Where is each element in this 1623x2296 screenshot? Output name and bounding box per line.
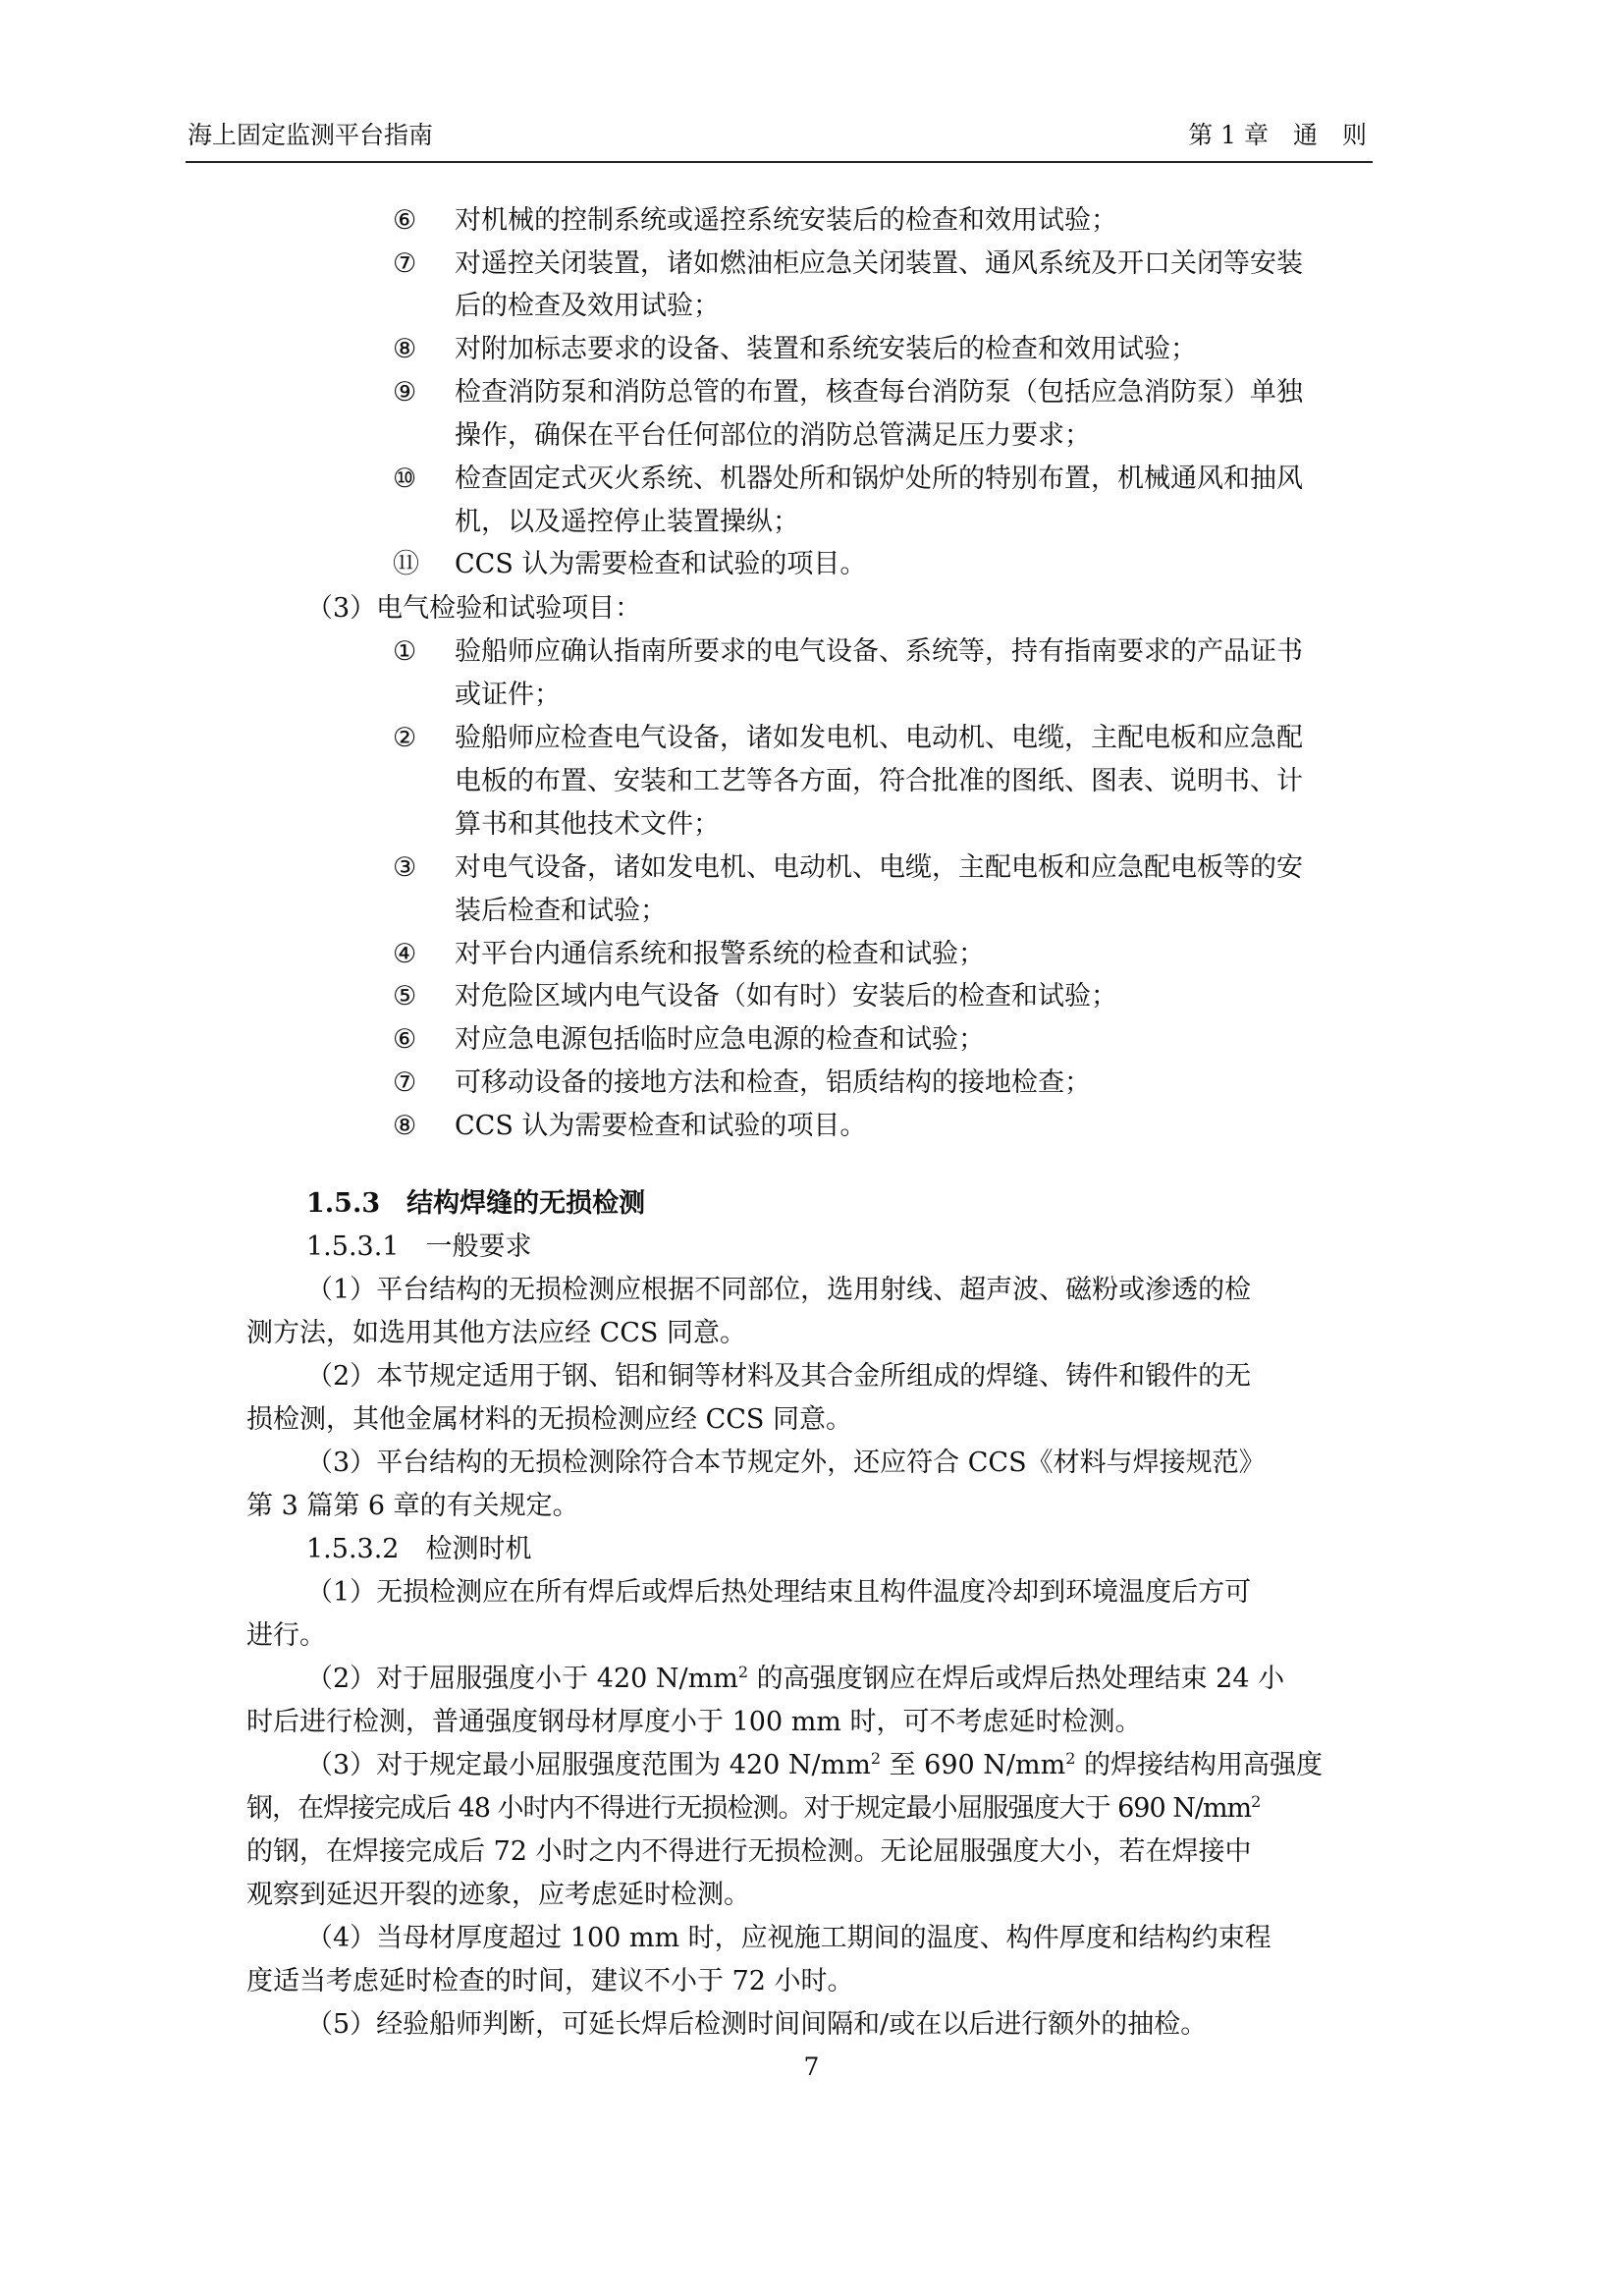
paragraph-line: （2）本节规定适用于钢、铝和铜等材料及其合金所组成的焊缝、铸件和锻件的无	[306, 1361, 1252, 1392]
paragraph-line: 的钢，在焊接完成后 72 小时之内不得进行无损检测。无论屈服强度大小，若在焊接中	[246, 1836, 1252, 1867]
superscript: 2	[870, 1749, 881, 1768]
list-marker: ⑤	[393, 981, 417, 1011]
list-item-text: 算书和其他技术文件；	[455, 809, 720, 840]
list-item-text: 对机械的控制系统或遥控系统安装后的检查和效用试验；	[455, 205, 1117, 236]
paragraph-line: 进行。	[246, 1620, 326, 1651]
section-heading: 1.5.3 结构焊缝的无损检测	[306, 1188, 646, 1219]
text-run: 至 690 N/mm	[881, 1750, 1066, 1780]
subsection-heading: （3）电气检验和试验项目：	[306, 593, 642, 624]
paragraph-line: （5）经验船师判断，可延长焊后检测时间间隔和/或在以后进行额外的抽检。	[306, 2009, 1208, 2040]
list-item-text: 对危险区域内电气设备（如有时）安装后的检查和试验；	[455, 981, 1117, 1011]
paragraph-line: 损检测，其他金属材料的无损检测应经 CCS 同意。	[246, 1404, 852, 1435]
paragraph-line	[246, 1787, 1260, 1830]
paragraph-line: （1）平台结构的无损检测应根据不同部位，选用射线、超声波、磁粉或渗透的检	[306, 1275, 1252, 1305]
superscript: 2	[1065, 1749, 1076, 1768]
paragraph-line: （1）无损检测应在所有焊后或焊后热处理结束且构件温度冷却到环境温度后方可	[306, 1577, 1252, 1608]
paragraph-line	[306, 1744, 1323, 1786]
list-item-text: 或证件；	[455, 680, 561, 710]
list-item-text: 机，以及遥控停止装置操纵；	[455, 507, 799, 537]
list-item-text: 操作，确保在平台任何部位的消防总管满足压力要求；	[455, 420, 1091, 451]
subsection-heading: 1.5.3.1 一般要求	[306, 1231, 532, 1262]
list-item-text: 装后检查和试验；	[455, 896, 667, 926]
header-document-title: 海上固定监测平台指南	[188, 121, 434, 149]
list-marker: ⑦	[393, 248, 417, 279]
list-item-text: 对遥控关闭装置，诸如燃油柜应急关闭装置、通风系统及开口关闭等安装	[455, 248, 1303, 279]
paragraph-line: （3）平台结构的无损检测除符合本节规定外，还应符合 CCS《材料与焊接规范》	[306, 1448, 1266, 1478]
page-number: 7	[803, 2052, 820, 2081]
list-marker: ③	[393, 852, 417, 883]
list-item-text: 对电气设备，诸如发电机、电动机、电缆，主配电板和应急配电板等的安	[455, 852, 1303, 883]
paragraph-line: 第 3 篇第 6 章的有关规定。	[246, 1491, 579, 1521]
list-marker: ⑩	[393, 464, 417, 494]
list-marker: ①	[393, 636, 417, 667]
list-item-text: 对应急电源包括临时应急电源的检查和试验；	[455, 1024, 985, 1055]
list-item-text: 后的检查及效用试验；	[455, 291, 720, 321]
list-item-text: 验船师应确认指南所要求的电气设备、系统等，持有指南要求的产品证书	[455, 636, 1303, 667]
superscript: 2	[737, 1663, 748, 1681]
list-item-text: 电板的布置、安装和工艺等各方面，符合批准的图纸、图表、说明书、计	[455, 766, 1303, 796]
subsection-heading: 1.5.3.2 检测时机	[306, 1534, 532, 1564]
list-marker: ⑨	[393, 377, 417, 408]
text-run: 的高强度钢应在焊后或焊后热处理结束 24 小	[748, 1664, 1285, 1694]
paragraph-line: 测方法，如选用其他方法应经 CCS 同意。	[246, 1318, 746, 1348]
paragraph-line	[306, 1658, 1284, 1700]
list-marker: ⑧	[393, 1111, 417, 1141]
list-marker: ⑪	[393, 549, 419, 579]
list-item-text: CCS 认为需要检查和试验的项目。	[455, 1111, 867, 1141]
text-run: （3）对于规定最小屈服强度范围为 420 N/mm	[306, 1750, 871, 1780]
header-chapter-title: 第 1 章 通 则	[1188, 121, 1367, 149]
list-marker: ⑦	[393, 1067, 417, 1098]
paragraph-line: 观察到延迟开裂的迹象，应考虑延时检测。	[246, 1880, 750, 1910]
list-marker: ⑥	[393, 1024, 417, 1055]
text-run: 的焊接结构用高强度	[1075, 1750, 1323, 1780]
list-item-text: 对附加标志要求的设备、装置和系统安装后的检查和效用试验；	[455, 334, 1197, 364]
paragraph-line: （4）当母材厚度超过 100 mm 时，应视施工期间的温度、构件厚度和结构约束程	[306, 1923, 1271, 1953]
superscript: 2	[1251, 1792, 1261, 1811]
paragraph-line: 时后进行检测，普通强度钢母材厚度小于 100 mm 时，可不考虑延时检测。	[246, 1707, 1142, 1737]
list-marker: ⑥	[393, 205, 417, 236]
list-item-text: CCS 认为需要检查和试验的项目。	[455, 549, 867, 579]
list-marker: ⑧	[393, 334, 417, 364]
list-item-text: 对平台内通信系统和报警系统的检查和试验；	[455, 939, 985, 969]
list-marker: ②	[393, 723, 417, 753]
list-item-text: 检查固定式灭火系统、机器处所和锅炉处所的特别布置，机械通风和抽风	[455, 464, 1303, 494]
text-run: 钢，在焊接完成后 48 小时内不得进行无损检测。对于规定最小屈服强度大于 690 N/mm	[246, 1793, 1252, 1824]
list-item-text: 可移动设备的接地方法和检查，铝质结构的接地检查；	[455, 1067, 1091, 1098]
text-run: （2）对于屈服强度小于 420 N/mm	[306, 1664, 738, 1694]
list-item-text: 检查消防泵和消防总管的布置，核查每台消防泵（包括应急消防泵）单独	[455, 377, 1303, 408]
paragraph-line: 度适当考虑延时检查的时间，建议不小于 72 小时。	[246, 1966, 854, 1996]
list-item-text: 验船师应检查电气设备，诸如发电机、电动机、电缆，主配电板和应急配	[455, 723, 1303, 753]
list-marker: ④	[393, 939, 417, 969]
